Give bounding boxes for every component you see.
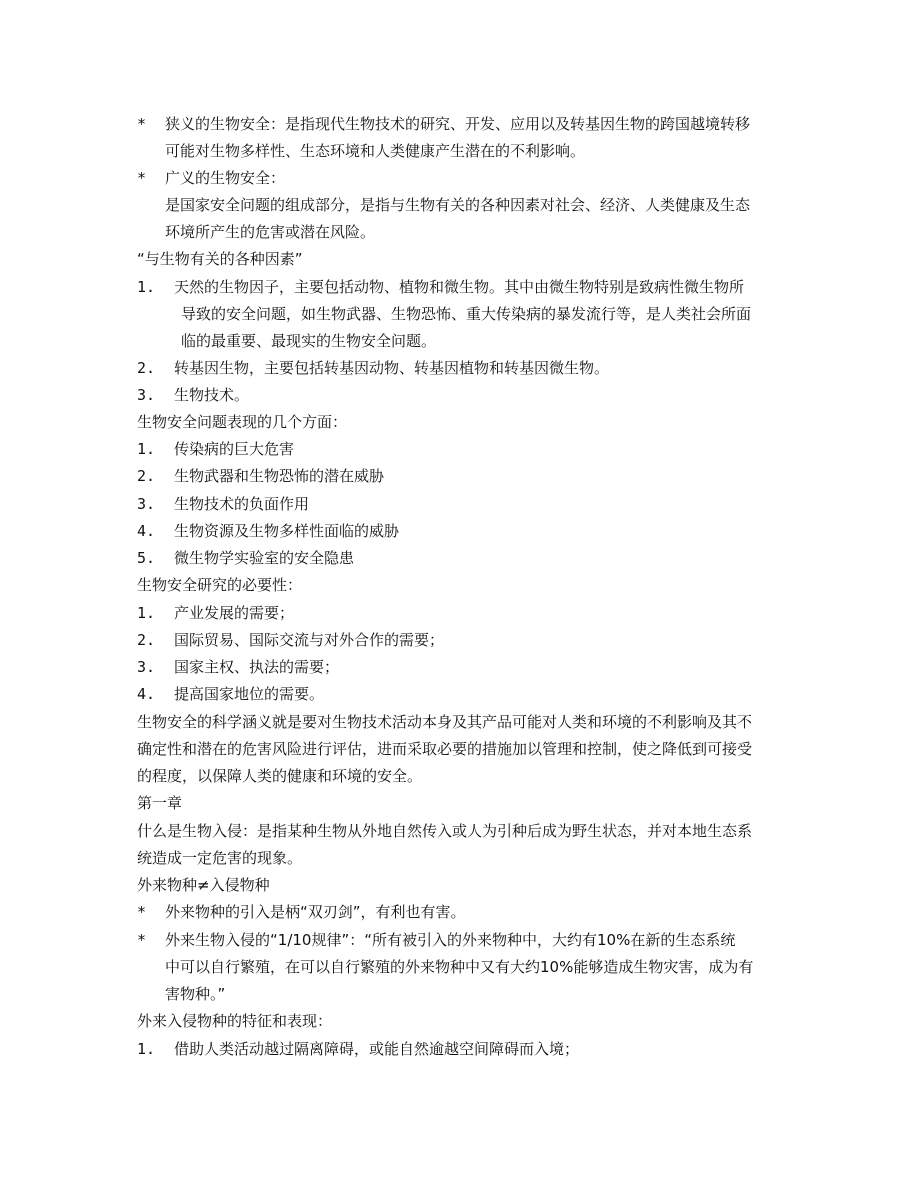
list-number: 5.	[137, 549, 156, 567]
aspect-item: 生物资源及生物多样性面临的威胁	[174, 522, 400, 540]
list-number: 2.	[137, 631, 156, 649]
bullet-marker: *	[137, 903, 147, 921]
meaning-paragraph-line-2: 确定性和潜在的危害风险进行评估，进而采取必要的措施加以管理和控制，使之降低到可接受	[137, 740, 753, 758]
list-number: 1.	[137, 440, 156, 458]
traits-heading: 外来入侵物种的特征和表现：	[137, 1012, 333, 1030]
list-number: 3.	[137, 658, 156, 676]
list-number: 1.	[137, 1040, 156, 1058]
aspect-item: 生物武器和生物恐怖的潜在威胁	[174, 467, 385, 485]
aspects-heading: 生物安全问题表现的几个方面：	[137, 413, 348, 431]
list-number: 2.	[137, 467, 156, 485]
factor-3: 生物技术。	[174, 386, 250, 404]
factors-heading: “与生物有关的各种因素”	[137, 250, 303, 268]
alien-species-heading: 外来物种≠入侵物种	[137, 876, 270, 894]
list-number: 1.	[137, 278, 156, 296]
aspect-item: 传染病的巨大危害	[174, 440, 295, 458]
list-number: 3.	[137, 386, 156, 404]
meaning-paragraph-line-1: 生物安全的科学涵义就是要对生物技术活动本身及其产品可能对人类和环境的不利影响及其不	[137, 713, 753, 731]
tens-rule-line-3: 害物种。”	[165, 985, 226, 1003]
list-number: 4.	[137, 685, 156, 703]
list-number: 4.	[137, 522, 156, 540]
necessity-item: 国家主权、执法的需要；	[174, 658, 340, 676]
factor-1-line-3: 临的最重要、最现实的生物安全问题。	[181, 332, 437, 350]
chapter-heading: 第一章	[137, 794, 183, 812]
broad-biosafety-line-2: 是国家安全问题的组成部分，是指与生物有关的各种因素对社会、经济、人类健康及生态	[165, 196, 751, 214]
invasion-definition-line-2: 统造成一定危害的现象。	[137, 849, 303, 867]
broad-biosafety-line-3: 环境所产生的危害或潜在风险。	[165, 223, 376, 241]
invasion-definition-line-1: 什么是生物入侵：是指某种生物从外地自然传入或人为引种后成为野生状态，并对本地生态系	[137, 822, 753, 840]
necessity-heading: 生物安全研究的必要性：	[137, 576, 303, 594]
bullet-marker: *	[137, 115, 147, 133]
aspect-item: 微生物学实验室的安全隐患	[174, 549, 355, 567]
list-number: 2.	[137, 359, 156, 377]
narrow-biosafety-line-2: 可能对生物多样性、生态环境和人类健康产生潜在的不利影响。	[165, 142, 586, 160]
necessity-item: 产业发展的需要；	[174, 604, 295, 622]
tens-rule-line-2: 中可以自行繁殖，在可以自行繁殖的外来物种中又有大约10%能够造成生物灾害，成为有	[165, 958, 754, 976]
list-number: 3.	[137, 495, 156, 513]
factor-1-line-1: 天然的生物因子，主要包括动物、植物和微生物。其中由微生物特别是致病性微生物所	[174, 278, 745, 296]
aspect-item: 生物技术的负面作用	[174, 495, 310, 513]
double-edged-sword-line: 外来物种的引入是柄“双刃剑”，有利也有害。	[165, 903, 466, 921]
tens-rule-line-1: 外来生物入侵的“1/10规律”：“所有被引入的外来物种中，大约有10%在新的生态系统	[165, 931, 736, 949]
broad-biosafety-line-1: 广义的生物安全：	[165, 169, 286, 187]
bullet-marker: *	[137, 169, 147, 187]
list-number: 1.	[137, 604, 156, 622]
factor-2: 转基因生物，主要包括转基因动物、转基因植物和转基因微生物。	[174, 359, 610, 377]
necessity-item: 提高国家地位的需要。	[174, 685, 325, 703]
trait-item: 借助人类活动越过隔离障碍，或能自然逾越空间障碍而入境；	[174, 1040, 580, 1058]
factor-1-line-2: 导致的安全问题，如生物武器、生物恐怖、重大传染病的暴发流行等，是人类社会所面	[181, 305, 752, 323]
meaning-paragraph-line-3: 的程度，以保障人类的健康和环境的安全。	[137, 767, 423, 785]
necessity-item: 国际贸易、国际交流与对外合作的需要；	[174, 631, 445, 649]
narrow-biosafety-line-1: 狭义的生物安全：是指现代生物技术的研究、开发、应用以及转基因生物的跨国越境转移	[165, 115, 751, 133]
bullet-marker: *	[137, 931, 147, 949]
